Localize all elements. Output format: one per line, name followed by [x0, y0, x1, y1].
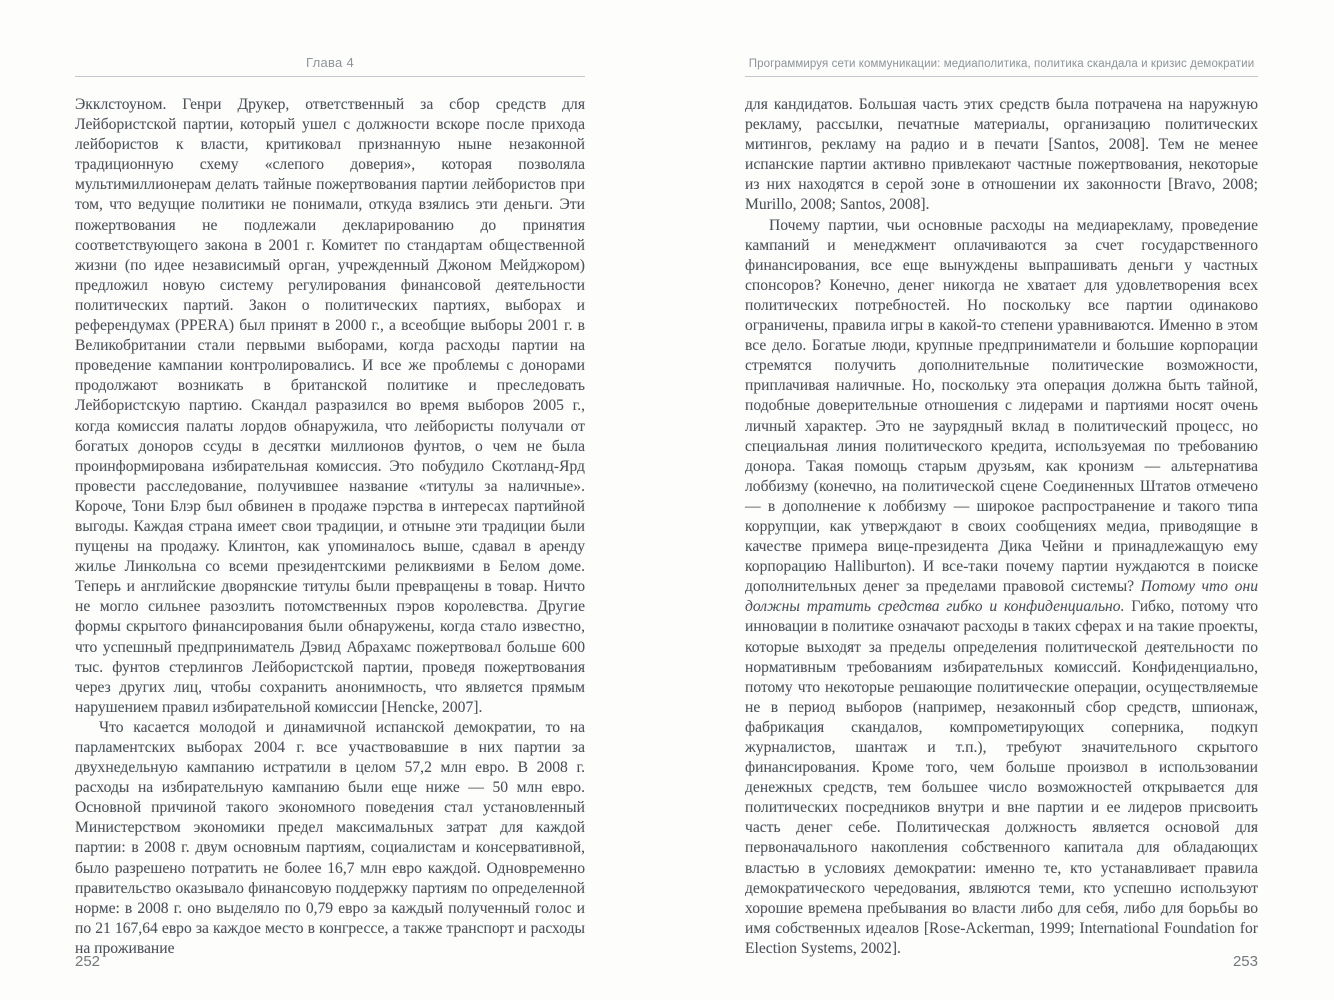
running-header-title: [745, 46, 1258, 77]
text-segment: Почему партии, чьи основные расходы на медиарекламу, проведение кампаний и менеджмент оплачиваются за счет государственного финансирования, все еще вынуждены выпрашивать деньги у частных спонсоров? Конечно, денег никогда не хватает для удовлетворения всех политических потребностей. Но поскольку все партии одинаково ограничены, правила игры в какой-то степени уравниваются. Именно в этом все дело. Богатые люди, крупные предприниматели и большие корпорации стремятся получить дополнительные политические возможности, приплачивая наличные. Но, поскольку эта операция должна быть тайной, подобные доверительные отношения с лидерами и партиями носят очень личный характер. Это не заурядный вклад в политический процесс, но специальная линия политического кредита, используемая по требованию донора. Такая помощь старым друзьям, как кронизм — альтернатива лоббизму (конечно, на политической сцене Соединенных Штатов отмечено — в дополнение к лоббизму — широкое распространение и такого типа коррупции, как утверждают в своих сообщениях медиа, приводящие в качестве примера вице-президента Дика Чейни и принадлежащую ему корпорацию Halliburton). И все-таки почему партии нуждаются в поиске дополнительных денег за пределами правовой системы?: [745, 216, 1258, 596]
text-segment: Экклстоуном. Генри Друкер, ответственный за сбор средств для Лейбористской партии, который ушел с должности вскоре после прихода лейбористов к власти, критиковал признанную ныне незаконной традиционную схему «слепого доверия», которая позволяла мультимиллионерам делать тайные пожертвования партии лейбористов при том, что ведущие политики не понимали, откуда взялись эти деньги. Эти пожертвования не подлежали декларированию до принятия соответствующего закона в 2001 г. Комитет по стандартам общественной жизни (по идее независимый орган, учрежденный Джоном Мейджором) предложил новую систему регулирования финансовой деятельности политических партий. Закон о политических партиях, выборах и референдумах (PPERA) был принят в 2000 г., а всеобщие выборы 2001 г. в Великобритании стали первыми выборами, когда расходы партии на проведение кампании контролировались. И все же проблемы с донорами продолжают возникать в британской политике и преследовать Лейбористскую партию. Скандал разразился во время выборов 2005 г., когда комиссия палаты лордов обнаружила, что лейбористы получали от богатых доноров ссуды в десятки миллионов фунтов, о чем не была проинформирована избирательная комиссия. Это побудило Скотланд-Ярд провести расследование, получившее название «титулы за наличные». Короче, Тони Блэр был обвинен в продаже пэрства в интересах партийной выгоды. Каждая страна имеет свои традиции, и отныне эти традиции были пущены на продажу. Клинтон, как упоминалось выше, сдавал в аренду жилье Линкольна со всеми президентскими реликвиями в Белом доме. Теперь и английские дворянские титулы были превращены в товар. Ничто не могло сильнее разозлить потомственных пэров королевства. Другие формы скрытого финансирования были обнаружены, когда стало известно, что успешный предприниматель Дэвид Абрахамс пожертвовал больше 600 тыс. фунтов стерлингов Лейбористской партии, проведя пожертвования через других лиц, чтобы сохранить анонимность, что является прямым нарушением правил избирательной комиссии [Hencke, 2007].: [75, 96, 585, 716]
page-number-left: 252: [75, 953, 101, 970]
paragraph: [75, 95, 585, 718]
paragraph: [745, 95, 1258, 216]
page-body-right: [745, 95, 1258, 959]
running-header-chapter: [75, 46, 585, 77]
italic-text-segment: Потому что они должны тратить средства гибко и конфиденциально.: [745, 578, 1258, 616]
page-number-right: 253: [1232, 953, 1258, 970]
text-segment: для кандидатов. Большая часть этих средств была потрачена на наружную рекламу, рассылки, печатные материалы, организацию политических митингов, рекламу на радио и в печати [Santos, 2008]. Тем не менее испанские партии активно привлекают частные пожертвования, некоторые из них находятся в серой зоне в отношении их законности [Bravo, 2008; Murillo, 2008; Santos, 2008].: [745, 96, 1258, 214]
book-section-title: Программируя сети коммуникации: медиаполитика, политика скандала и кризис демократии: [748, 58, 1255, 70]
text-segment: Гибко, потому что инновации в политике означают расходы в таких сферах и на такие проекты, которые выходят за пределы определения политической деятельности по нормативным требованиям избирательных комиссий. Конфиденциально, потому что некоторые решающие политические операции, осуществляемые не в период выборов (например, незаконный сбор средств, шпионаж, фабрикация скандалов, компрометирующих соперника, подкуп журналистов, шантаж и т.п.), требуют значительного скрытого финансирования. Кроме того, чем больше произвол в использовании денежных средств, тем большее число возможностей открывается для политических посредников внутри и вне партии и ее лидеров присвоить часть денег себе. Политическая должность является основой для первоначального накопления собственного капитала для обладающих властью в условиях демократии: именно те, кто устанавливает правила демократического чередования, являются теми, кто успешно используют хорошие времена пребывания во власти либо для себя, либо для борьбы во имя собственных идеалов [Rose-Ackerman, 1999; International Foundation for Election Systems, 2002].: [745, 598, 1258, 957]
page-body-left: [75, 95, 585, 959]
paragraph: [75, 718, 585, 959]
chapter-title: Глава 4: [305, 55, 355, 70]
page-right: [667, 0, 1334, 1000]
paragraph: [745, 216, 1258, 959]
text-segment: Что касается молодой и динамичной испанской демократии, то на парламентских выборах 2004 г. все участвовавшие в них партии за двухнедельную кампанию истратили в целом 57,2 млн евро. В 2008 г. расходы на избирательную кампанию были еще ниже — 50 млн евро. Основной причиной такого экономного поведения стал установленный Министерством экономики предел максимальных затрат для каждой партии: в 2008 г. двум основным партиям, социалистам и консервативной, было разрешено потратить не более 16,7 млн евро каждой. Одновременно правительство оказывало финансовую поддержку партиям по определенной норме: в 2008 г. оно выделяло по 0,79 евро за каждый полученный голос и по 21 167,64 евро за каждое место в конгрессе, а также транспорт и расходы на проживание: [75, 718, 585, 957]
